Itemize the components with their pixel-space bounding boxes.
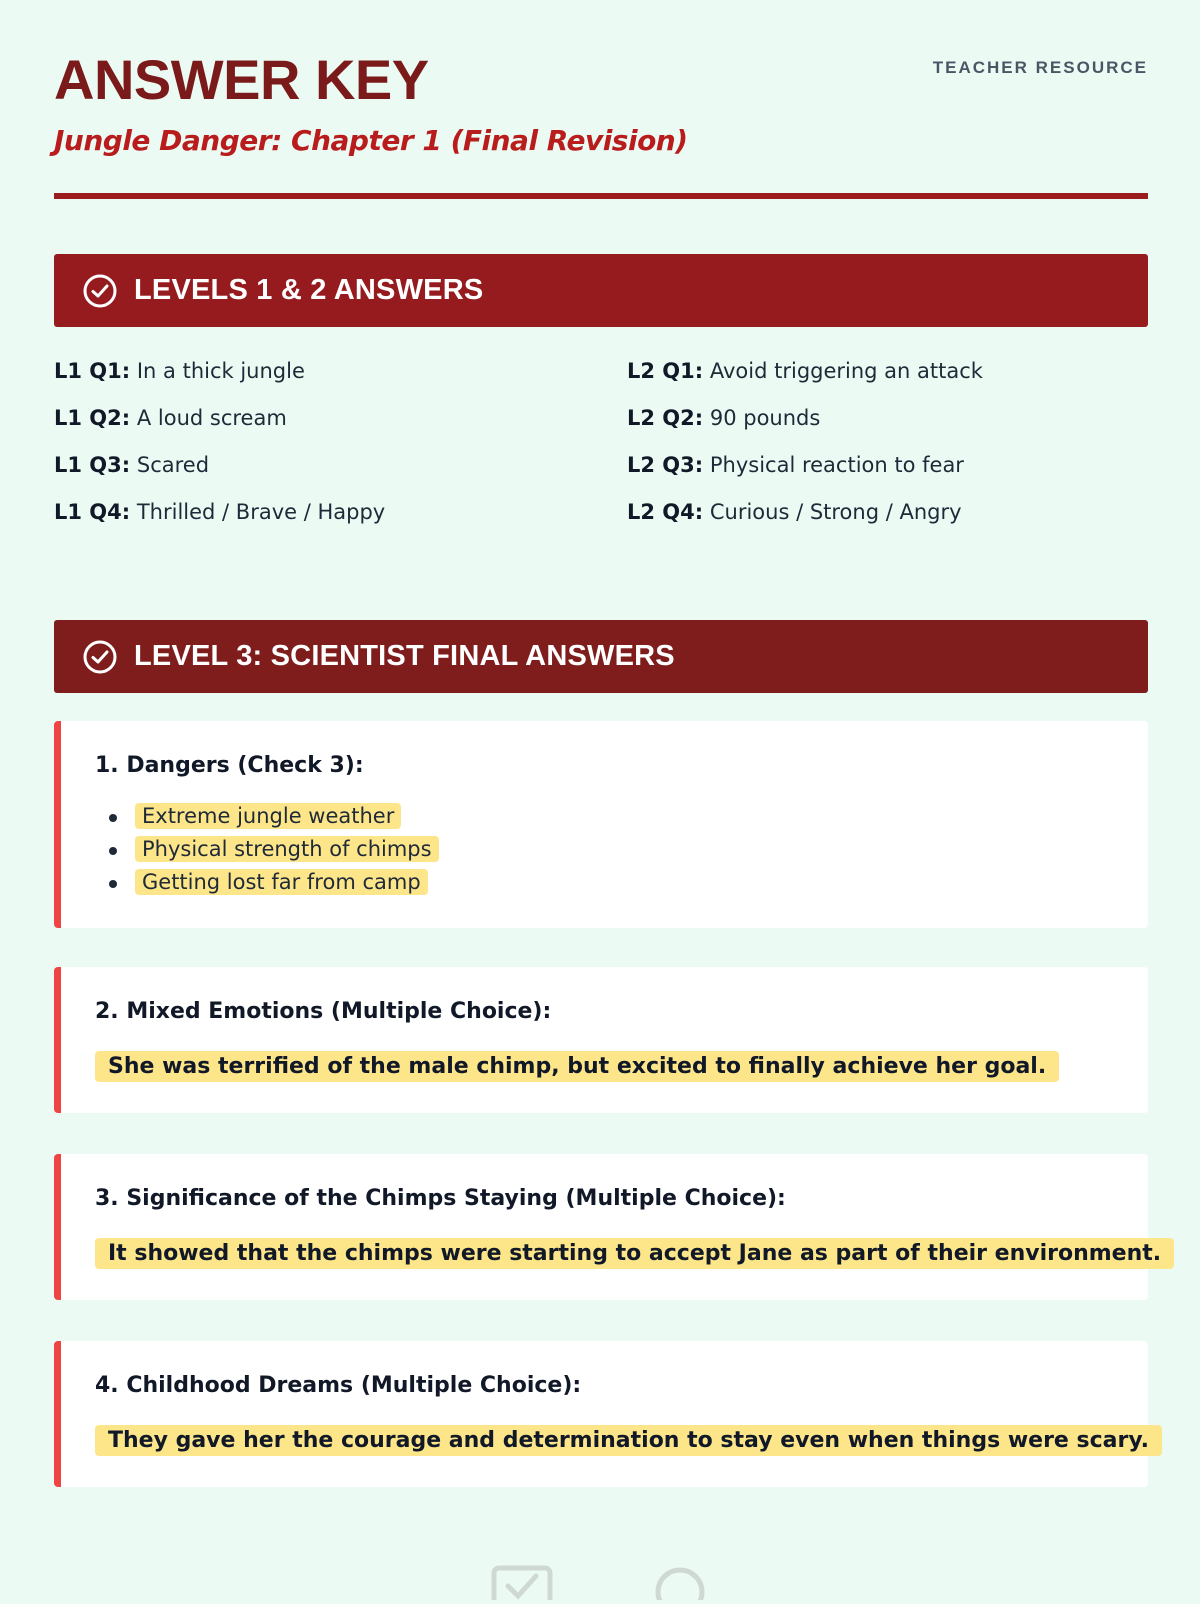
levels-1-2-title: LEVELS 1 & 2 ANSWERS (134, 274, 484, 306)
level-1-answers (54, 353, 385, 541)
footer-icons (490, 1560, 720, 1600)
answer-text: Thrilled / Brave / Happy (136, 500, 386, 524)
highlighted-answer: It showed that the chimps were starting to accept Jane as part of their environment. (95, 1238, 1174, 1269)
question-title: 1. Dangers (Check 3): (95, 753, 364, 778)
level-3-title: LEVEL 3: SCIENTIST FINAL ANSWERS (134, 640, 675, 672)
teacher-resource-label: TEACHER RESOURCE (932, 58, 1148, 77)
highlighted-answer: She was terrified of the male chimp, but excited to finally achieve her goal. (95, 1051, 1059, 1082)
answer-label: L1 Q3: (54, 453, 131, 477)
question-title: 3. Significance of the Chimps Staying (Multiple Choice): (95, 1186, 786, 1211)
answer-row (627, 447, 983, 494)
answer-label: L1 Q4: (54, 500, 131, 524)
answer-text: Curious / Strong / Angry (709, 500, 962, 524)
dangers-list (95, 801, 439, 900)
answer-row (54, 494, 385, 541)
answer-text: Avoid triggering an attack (709, 359, 983, 383)
answer-text: Scared (136, 453, 210, 477)
checkbox-icon (494, 1568, 550, 1600)
highlighted-answer: Physical strength of chimps (135, 836, 439, 862)
question-card-dangers (54, 721, 1148, 928)
answer-row (627, 400, 983, 447)
answer-text: Physical reaction to fear (709, 453, 964, 477)
answer-label: L2 Q4: (627, 500, 704, 524)
highlighted-answer: Extreme jungle weather (135, 803, 401, 829)
check-circle-icon (82, 639, 118, 675)
question-title: 4. Childhood Dreams (Multiple Choice): (95, 1373, 582, 1398)
highlighted-answer: Getting lost far from camp (135, 869, 428, 895)
answer-row (54, 400, 385, 447)
answer-row (54, 447, 385, 494)
answer-label: L1 Q1: (54, 359, 131, 383)
list-item (95, 801, 439, 834)
answer-text: 90 pounds (709, 406, 821, 430)
page-title: ANSWER KEY (54, 48, 429, 111)
header-divider (54, 193, 1148, 199)
question-card-mixed-emotions (54, 967, 1148, 1113)
answer-text: A loud scream (136, 406, 287, 430)
list-item (95, 834, 439, 867)
highlighted-answer: They gave her the courage and determination to stay even when things were scary. (95, 1425, 1162, 1456)
header (54, 0, 1148, 200)
answer-label: L2 Q3: (627, 453, 704, 477)
answer-row (627, 353, 983, 400)
question-title: 2. Mixed Emotions (Multiple Choice): (95, 999, 552, 1024)
list-item (95, 867, 439, 900)
check-circle-icon (82, 273, 118, 309)
answer-key-page (54, 0, 1162, 1453)
question-card-significance (54, 1154, 1162, 1300)
answer-row (54, 353, 385, 400)
answer-text: In a thick jungle (136, 359, 305, 383)
answer-label: L2 Q2: (627, 406, 704, 430)
level-3-banner (54, 620, 1148, 693)
page-subtitle: Jungle Danger: Chapter 1 (Final Revision) (54, 124, 688, 157)
question-card-childhood-dreams (54, 1341, 1148, 1487)
answer-label: L1 Q2: (54, 406, 131, 430)
level-2-answers (627, 353, 983, 541)
answer-row (627, 494, 983, 541)
levels-1-2-banner (54, 254, 1148, 327)
answer-label: L2 Q1: (627, 359, 704, 383)
search-icon (658, 1570, 702, 1600)
